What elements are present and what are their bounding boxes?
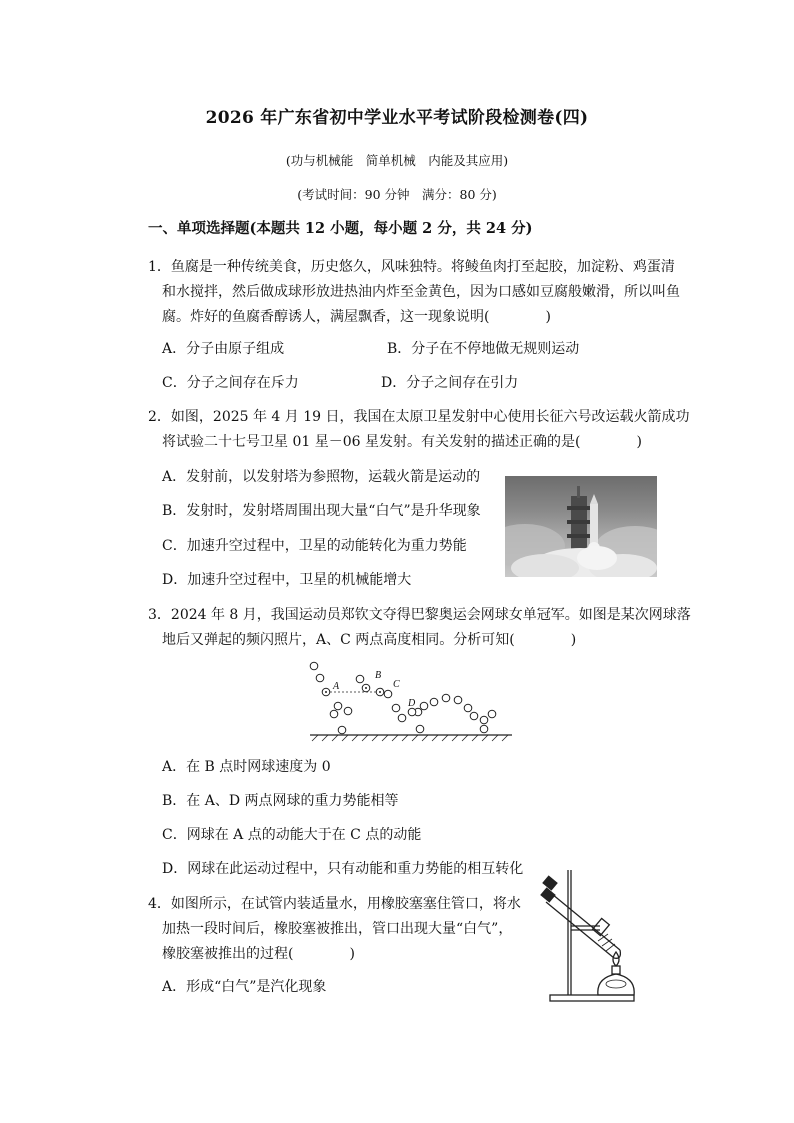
q2-option-a: A．发射前，以发射塔为参照物，运载火箭是运动的	[162, 469, 481, 485]
q4-stem-line2: 加热一段时间后，橡胶塞被推出，管口出现大量“白气”，	[162, 921, 513, 937]
q2-stem-line2: 将试验二十七号卫星 01 星－06 星发射。有关发射的描述正确的是( )	[162, 434, 642, 450]
q1-option-b: B．分子在不停地做无规则运动	[387, 341, 580, 357]
rocket-launch-photo	[505, 476, 657, 577]
q3-option-b: B．在 A、D 两点网球的重力势能相等	[162, 793, 399, 809]
q2-option-b: B．发射时，发射塔周围出现大量“白气”是升华现象	[162, 503, 481, 519]
point-c-label: C	[393, 679, 400, 690]
test-tube-heating-apparatus	[538, 866, 640, 1004]
point-d-label: D	[408, 698, 416, 709]
exam-info: (考试时间：90 分钟 满分：80 分)	[297, 187, 497, 202]
q3-stem-line1: 3．2024 年 8 月，我国运动员郑钦文夺得巴黎奥运会网球女单冠军。如图是某次网球落	[148, 607, 691, 623]
q1-stem-line2: 和水搅拌，然后做成球形放进热油内炸至金黄色，因为口感如豆腐般嫩滑，所以叫鱼	[162, 284, 680, 300]
q2-stem-line1: 2．如图，2025 年 4 月 19 日，我国在太原卫星发射中心使用长征六号改运载火箭成功	[148, 409, 690, 425]
q3-stem-line2: 地后又弹起的频闪照片，A、C 两点高度相同。分析可知( )	[162, 632, 577, 648]
q1-option-c: C．分子之间存在斥力	[162, 375, 299, 391]
rocket-launch-illustration	[505, 476, 657, 577]
q3-option-a: A．在 B 点时网球速度为 0	[162, 759, 331, 775]
q1-option-d: D．分子之间存在引力	[381, 375, 519, 391]
q2-option-c: C．加速升空过程中，卫星的动能转化为重力势能	[162, 538, 467, 554]
q2-option-d: D．加速升空过程中，卫星的机械能增大	[162, 572, 412, 588]
point-b-label: B	[375, 670, 382, 681]
q4-option-a: A．形成“白气”是汽化现象	[162, 979, 327, 995]
tennis-ball-strobe-figure	[308, 656, 514, 742]
q1-stem-line3: 腐。炸好的鱼腐香醇诱人，满屋飘香，这一现象说明( )	[162, 309, 551, 325]
topics-subtitle: (功与机械能 简单机械 内能及其应用)	[285, 153, 509, 168]
page-title: 2026 年广东省初中学业水平考试阶段检测卷(四)	[205, 108, 589, 128]
q1-option-a: A．分子由原子组成	[162, 341, 285, 357]
q4-stem-line3: 橡胶塞被推出的过程( )	[162, 946, 355, 962]
q4-stem-line1: 4．如图所示，在试管内装适量水，用橡胶塞塞住管口，将水	[148, 896, 521, 912]
q3-option-d: D．网球在此运动过程中，只有动能和重力势能的相互转化	[162, 861, 524, 877]
section-heading: 一、单项选择题(本题共 12 小题，每小题 2 分，共 24 分)	[148, 220, 533, 237]
q3-option-c: C．网球在 A 点的动能大于在 C 点的动能	[162, 827, 422, 843]
point-a-label: A	[333, 681, 340, 692]
q1-stem-line1: 1．鱼腐是一种传统美食，历史悠久，风味独特。将鲮鱼肉打至起胶，加淀粉、鸡蛋清	[148, 259, 675, 275]
